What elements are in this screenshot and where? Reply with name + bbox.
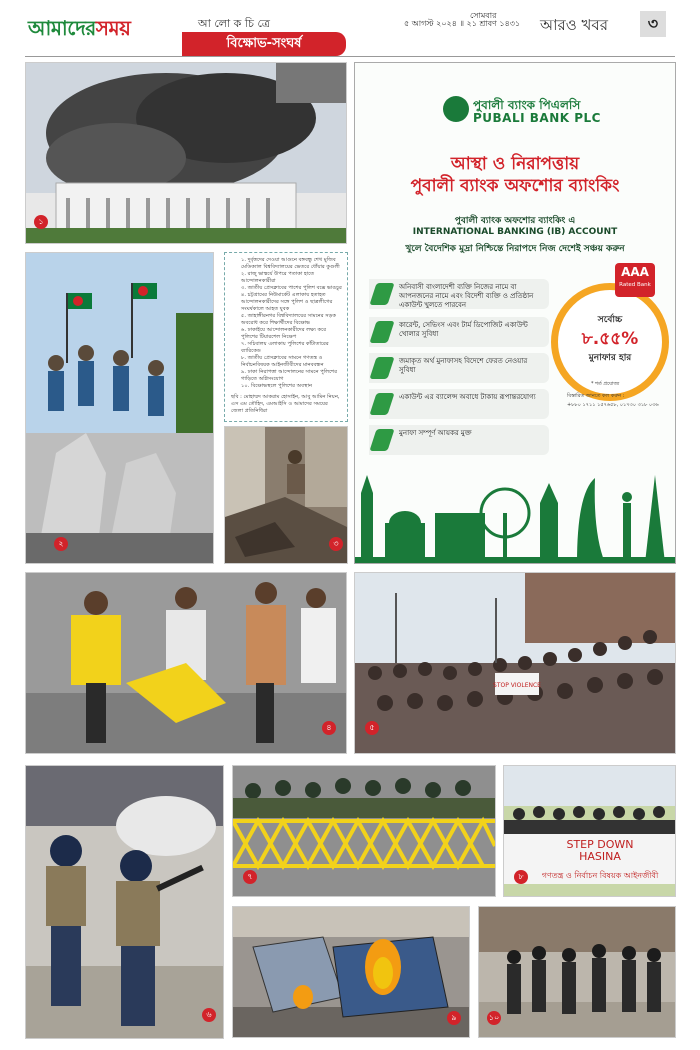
caption-item: ৮. জাতীয় প্রেসক্লাবের সামনে গণতন্ত্র ও নির্বাচনবিষয়ক আইনজীবীদের মানববন্ধন [241,355,324,368]
ad-feature-item [369,353,549,383]
rating-grade: AAA [621,265,649,279]
ad-line-3: খুলে বৈদেশিক মুদ্রা নিশ্চিন্তে নিরাপদে নিজ দেশেই সঞ্চয় করুন [405,244,625,254]
rate-bottom-label: মুনাফার হার [588,353,632,363]
masthead-rule [25,56,675,57]
bank-name-english: PUBALI BANK PLC [473,111,601,125]
check-icon [369,357,394,379]
photo-3-vandalised-box [224,426,348,564]
photo-essay-label: আ লো ক চি ত্রে [198,17,270,30]
photo-number-6: ৬ [202,1008,216,1022]
caption-item: ১০. বিক্ষোভস্থলে পুলিশের অবস্থান [241,383,313,389]
contact-numbers: +৮৮০ ১৭১১ ১৫৭৬৫৮, ০১৭৩০ ৩১৮ ০৩৬ [567,402,659,408]
photo-4-injured-carried [25,572,347,754]
pubali-bank-advertisement [354,62,676,564]
ad-feature-text: অনিবাসী বাংলাদেশী ব্যক্তি নিজের নামে বা আপনজনের নামে এবং বিদেশী ব্যক্তি ও প্রতিষ্ঠান একাউন্ট খুলতে পারবেন [399,283,534,309]
ad-feature-text: মুনাফা সম্পূর্ণ আয়কর মুক্ত [399,429,472,437]
check-icon [369,393,394,415]
photo-8-lawyers-human-chain [503,765,676,897]
caption-item: ১. দুর্বৃত্তদের দেওয়া আগুনে বঙ্গবন্ধু শেখ মুজিব মেডিক্যাল বিশ্ববিদ্যালয়ের ভেতরে ধোঁয়ার কুণ্ডলী [241,257,340,270]
rating-label: Rated Bank [619,282,651,288]
ad-headline-2: পুবালী ব্যাংক অফশোর ব্যাংকিং [410,176,620,196]
credit-rating-badge [615,263,655,297]
caption-item: ৪. চট্টগ্রামের নিউমার্কেট এলাকায় হতাহত আন্দোলনকারীদের সঙ্গে পুলিশ ও ছাত্রলীগের সংঘর্ষকালে আহত যুবক [241,292,333,312]
photo-5-road-blockade [354,572,676,754]
logo-main-text: আমাদের [28,16,96,40]
more-news-label: আরও খবর [540,16,609,34]
ad-feature-text: একাউন্ট এর ব্যালেন্স অবাধে টাকায় রূপান্তরযোগ্য [399,393,536,401]
caption-item: ৬. ঢাকাইয়ে আন্দোলনকারীদের লক্ষ্য করে পুলিশের টিয়ারশেল নিক্ষেপ [241,327,327,340]
day-label: সোমবার [470,11,497,20]
rate-top-label: সর্বোচ্চ [597,315,623,325]
photo-number-4: ৪ [322,721,336,735]
photo-2-sculpture-flags [25,252,214,564]
photo-captions-box [224,252,348,422]
logo-sub-text: সময় [95,16,131,40]
check-icon [369,283,394,305]
section-title: বিক্ষোভ-সংঘর্ষ [182,32,346,56]
ad-feature-item [369,279,549,309]
ad-feature-item [369,389,549,419]
photo-number-3: ৩ [329,537,343,551]
photo-number-7: ৭ [243,870,257,884]
banner-line-1: STEP DOWN [566,838,634,851]
ad-line-1: পুবালী ব্যাংক অফশোর ব্যাংকিং এ [454,216,576,226]
photo-9-burning-vehicle [232,906,470,1038]
photo-7-police-barricade [232,765,496,897]
caption-item: ৫. জাহাঙ্গীরনগর বিশ্ববিদ্যালয়ের সামনের সড়ক অবরোধ করে শিক্ষার্থীদের বিক্ষোভ [241,313,337,326]
ad-feature-text: জমাকৃত অর্থ মুনাফাসহ বিদেশে ফেরত নেওয়ার সুবিধা [399,357,528,374]
contact-label: বিস্তারিত জানতে কল করুন : [567,393,625,399]
caption-item: ৩. জাতীয় প্রেসক্লাবের পাশের পুলিশ বক্সে ভাঙচুর [241,285,342,291]
page-number: ৩ [640,11,666,37]
ad-feature-item [369,425,549,455]
photo-10-police-deployment [478,906,676,1038]
landmarks-skyline-graphic [355,473,675,563]
dateline: ৫ আগস্ট ২০২৪ ॥ ২১ শ্রাবণ ১৪৩১ [404,19,521,28]
photo-number-1: ১ [34,215,48,229]
bank-name-bengali: পুবালী ব্যাংক পিএলসি [473,98,581,112]
newspaper-logo [28,14,130,47]
photo-number-2: ২ [54,537,68,551]
terms-note: * শর্ত প্রযোজ্য [591,381,620,387]
ad-feature-item [369,317,549,347]
photo-1-smoke-building [25,62,347,244]
banner-line-2: HASINA [579,850,621,863]
photo-number-8: ৮ [514,870,528,884]
photo-number-10: ১০ [487,1011,501,1025]
caption-item: ৯. ঢাকা নিরাপত্তা আন্দোলনের সামনে পুলিশের গাড়িতে অগ্নিসংযোগ [241,369,338,382]
caption-item: ৭. সচিবালয় এলাকায় পুলিশের কাঁটাতারের ব্যারিকেড [241,341,329,354]
ad-feature-text: কারেন্ট, সেভিংস এবং টার্ম ডিপোজিট একাউন্ট খোলার সুবিধা [399,321,528,338]
check-icon [369,321,394,343]
photo-credit: ছবি : মোহাম্মদ আকরাম হোসাইন, আবু আমিন নিয়ন, এস এম তৌহিদ, এমআইসি ও আমাদের সময়ের জেলা প্রতিনিধিরা [231,394,340,414]
ad-headline-1: আস্থা ও নিরাপত্তায় [450,154,580,174]
ad-line-2: INTERNATIONAL BANKING (IB) ACCOUNT [412,227,618,237]
caption-item: ২. রাজু ভাস্কর্যে উপরে পতাকা হাতে আন্দোলনকারীরা [241,271,315,284]
photo-6-police-teargas [25,765,224,1039]
rate-value: ৮.৫৫% [581,329,639,349]
protest-sign-text: STOP VIOLENCE [493,682,541,689]
bank-logo-icon [443,96,469,122]
banner-line-3: গণতন্ত্র ও নির্বাচন বিষয়ক আইনজীবী [541,871,659,880]
photo-number-9: ৯ [447,1011,461,1025]
photo-number-5: ৫ [365,721,379,735]
check-icon [369,429,394,451]
